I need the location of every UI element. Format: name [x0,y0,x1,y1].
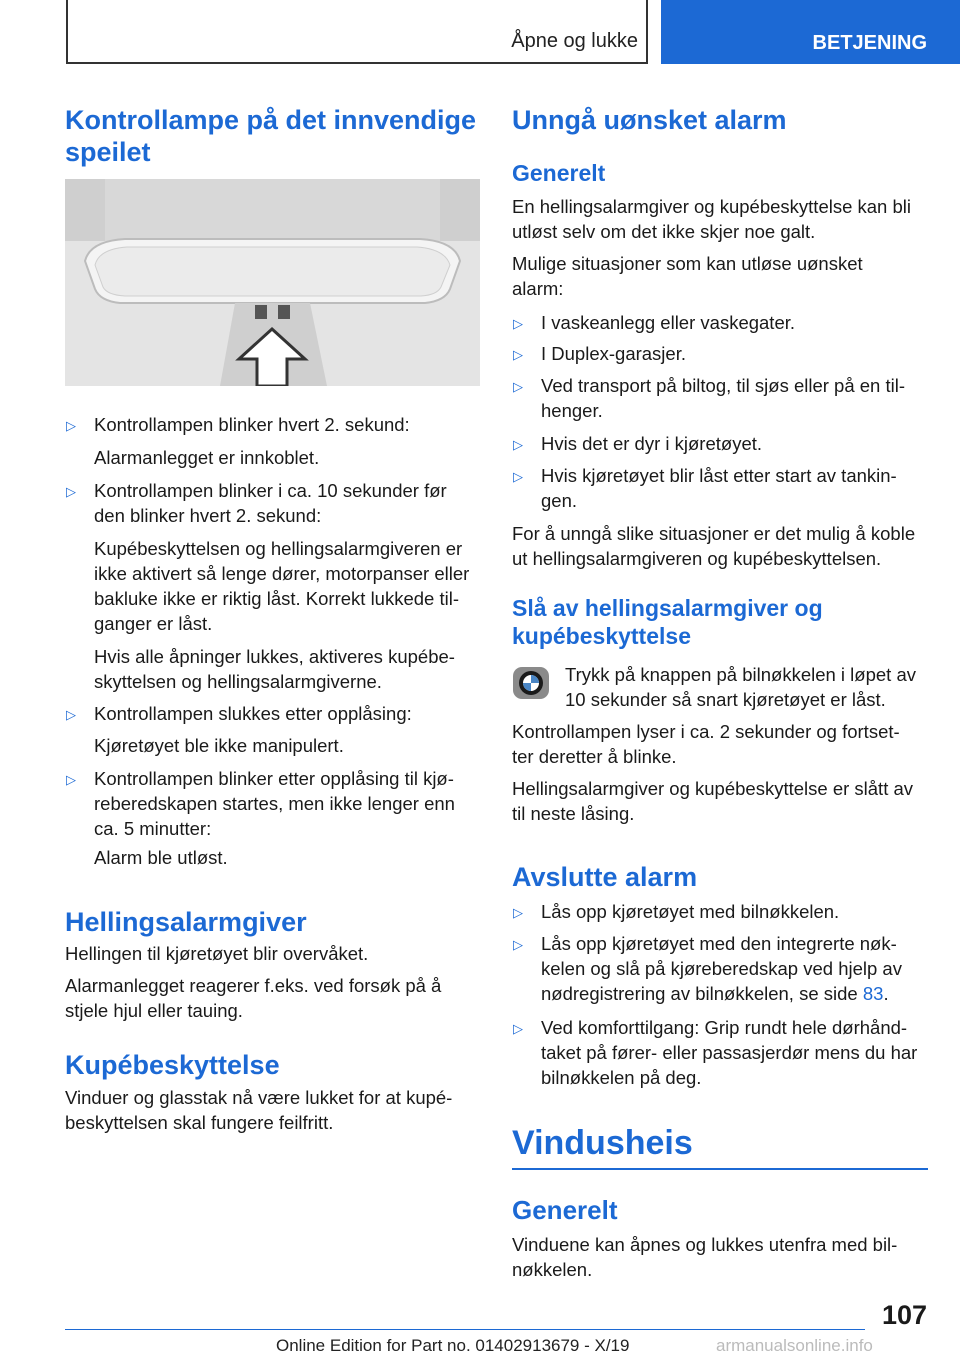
subheading-generelt: Generelt [512,160,606,186]
page-number: 107 [881,1300,927,1330]
list-item-detail: Alarmanlegget er innkoblet. [94,447,320,468]
heading-kupebeskyttelse: Kupébeskyttelse [65,1050,280,1080]
list-item: Kontrollampen blinker hvert 2. sekund: [94,414,410,435]
list-item: Hvis kjøretøyet blir låst etter start av tankin‐ gen. [541,465,897,511]
bullet-triangle-icon: ▷ [66,772,76,787]
list-item: Kontrollampen slukkes etter opplåsing: [94,703,412,724]
heading-avslutte-alarm: Avslutte alarm [512,862,698,892]
bullet-triangle-icon: ▷ [513,1021,523,1036]
bullet-triangle-icon: ▷ [66,484,76,499]
list-item: I vaskeanlegg eller vaskegater. [541,312,796,333]
paragraph-kupebeskyttelse: Vinduer og glasstak nå være lukket for at kupé‐ beskyttelsen skal fungere feilfritt. [65,1087,453,1133]
list-item-detail: Hvis alle åpninger lukkes, aktiveres kupébe‐ skyttelsen og hellingsalarmgiverne. [94,646,455,692]
paragraph-hellingsalarmgiver: Hellingen til kjøretøyet blir overvåket. Alarmanlegget reagerer f.eks. ved forsøk på å stjele hjul eller tauing. [65,943,442,1021]
bullet-triangle-icon: ▷ [513,905,523,920]
subheading-generelt-vindusheis: Generelt [512,1195,618,1225]
list-item: Ved komforttilgang: Grip rundt hele dørhånd‐ taket på fører- eller passasjerdør mens du har bilnøkkelen på deg. [541,1017,918,1088]
list-item: Hvis det er dyr i kjøretøyet. [541,433,763,454]
list-item: Kontrollampen blinker etter opplåsing til kjø‐ reberedskapen startes, men ikke lenger enn ca. 5 minutter: [94,768,455,839]
bmw-key-icon [512,664,550,702]
bullet-triangle-icon: ▷ [66,707,76,722]
paragraph-koble-ut: For å unngå slike situasjoner er det mulig å koble ut hellingsalarmgiveren og kupébeskyttelsen. [512,523,916,569]
bullet-triangle-icon: ▷ [513,469,523,484]
paragraph-key-instruction: Trykk på knappen på bilnøkkelen i løpet av 10 sekunder så snart kjøretøyet er låst. [565,664,916,710]
bullet-triangle-icon: ▷ [513,937,523,952]
bullet-triangle-icon: ▷ [66,418,76,433]
list-item: Lås opp kjøretøyet med bilnøkkelen. [541,901,840,922]
list-item-detail: Alarm ble utløst. [94,847,228,868]
bullet-triangle-icon: ▷ [513,379,523,394]
footer-edition: Online Edition for Part no. 01402913679 - X/19 [276,1336,630,1355]
mirror-illustration [65,179,480,386]
heading-vindusheis: Vindusheis [512,1124,693,1162]
list-item: Ved transport på biltog, til sjøs eller på en til‐ henger. [541,375,906,421]
heading-kontrollampe: Kontrollampe på det innvendige speilet [65,105,477,167]
watermark: armanualsonline.info [716,1336,873,1355]
bullet-triangle-icon: ▷ [513,347,523,362]
footer-rule [65,1329,865,1330]
list-item: I Duplex-garasjer. [541,343,686,364]
paragraph-kontrollampe-lyser: Kontrollampen lyser i ca. 2 sekunder og fortset‐ ter deretter å blinke. Hellingsalarmgiver og kupébeskyttelse er slått av til neste låsing. [512,721,914,824]
list-item-detail: Kjøretøyet ble ikke manipulert. [94,735,344,756]
heading-hellingsalarmgiver: Hellingsalarmgiver [65,907,307,937]
page-reference-link[interactable]: 83 [862,983,884,1004]
heading-sla-av: Slå av hellingsalarmgiver og kupébeskyttelse [512,595,823,649]
bullet-triangle-icon: ▷ [513,437,523,452]
paragraph-generelt: En hellingsalarmgiver og kupébeskyttelse kan bli utløst selv om det ikke skjer noe galt. Mulige situasjoner som kan utløse uønsket alarm: [512,196,911,299]
heading-rule [512,1168,928,1170]
list-item-detail: Kupébeskyttelsen og hellingsalarmgiveren er ikke aktivert så lenge dører, motorpanser eller bakluke ikke er riktig låst. Korrekt lukkede til‐ ganger er låst. [94,538,470,634]
list-item: Kontrollampen blinker i ca. 10 sekunder før den blinker hvert 2. sekund: [94,480,447,526]
bullet-triangle-icon: ▷ [513,316,523,331]
list-item: Lås opp kjøretøyet med den integrerte nøk‐ kelen og slå på kjøreberedskap ved hjelp av nødregistrering av bilnøkkelen, se side 83. [541,933,902,1004]
heading-unnga-alarm: Unngå uønsket alarm [512,105,787,135]
chapter-tab: BETJENING [661,0,960,64]
section-title: Åpne og lukke [511,30,638,52]
paragraph-vindusheis: Vinduene kan åpnes og lukkes utenfra med bil‐ nøkkelen. [512,1234,898,1280]
